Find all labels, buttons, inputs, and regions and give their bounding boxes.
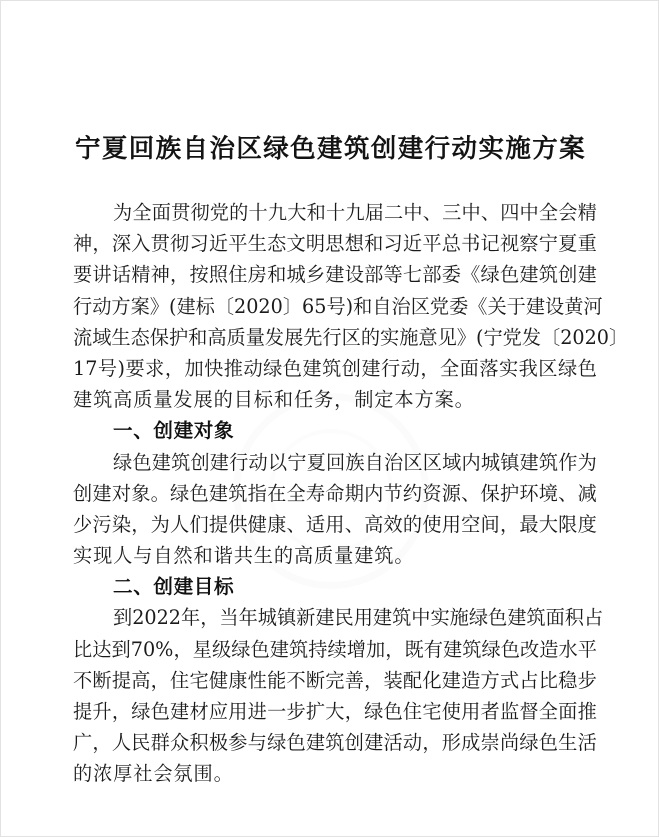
paragraph-line: 为 全 面 贯 彻 党 的 十 九 大 和 十 九 届 二 中 、 三 中 、 四 中 全 会 精 xyxy=(113,201,597,224)
paragraph-line: 绿 色 建 筑 创 建 行 动 以 宁 夏 回 族 自 治 区 区 域 内 城 镇 建 筑 作 为 xyxy=(113,450,597,474)
paragraph-line: 的浓厚社会氛围。 xyxy=(73,762,234,786)
paragraph-line: 建筑高质量发展的目标和任务，制定本方案。 xyxy=(73,388,475,412)
section-heading-1: 一、创建对象 xyxy=(113,419,235,443)
paragraph-line: 少 污 染 ， 为 人 们 提 供 健 康 、 适 用 、 高 效 的 使 用 空 间 ， 最 大 限 度 xyxy=(73,512,597,536)
section-heading-2: 二、创建目标 xyxy=(113,575,235,599)
document-body xyxy=(73,197,629,790)
paragraph-line: 神 ， 深 入 贯 彻 习 近 平 生 态 文 明 思 想 和 习 近 平 总 书 记 视 察 宁 夏 重 xyxy=(73,232,597,256)
paragraph-line: 要 讲 话 精 神 ， 按 照 住 房 和 城 乡 建 设 部 等 七 部 委 《 绿 色 建 筑 创 建 xyxy=(73,263,597,287)
paragraph-line: 广 ， 人 民 群 众 积 极 参 与 绿 色 建 筑 创 建 活 动 ， 形 成 崇 尚 绿 色 生 活 xyxy=(73,731,597,755)
paragraph-line: 17 号 ) 要 求 ， 加 快 推 动 绿 色 建 筑 创 建 行 动 ， 全 面 落 实 我 区 绿 色 xyxy=(73,356,597,380)
paragraph-line: 比 达 到 70% ， 星 级 绿 色 建 筑 持 续 增 加 ， 既 有 建 筑 绿 色 改 造 水 平 xyxy=(73,637,597,661)
paragraph-line: 流 域 生 态 保 护 和 高 质 量 发 展 先 行 区 的 实 施 意 见 》 ( 宁 党 发 〔 2020 〕 xyxy=(73,325,629,349)
paragraph-line: 到 2022 年 ， 当 年 城 镇 新 建 民 用 建 筑 中 实 施 绿 色 建 筑 面 积 占 xyxy=(113,606,604,630)
paragraph-line: 实现人与自然和谐共生的高质量建筑。 xyxy=(73,544,415,568)
paragraph-line: 行 动 方 案 》 ( 建 标 〔 2020 〕 65 号 ) 和 自 治 区 党 委 《 关 于 建 设 黄 河 xyxy=(73,294,603,318)
document-title: 宁夏回族自治区绿色建筑创建行动实施方案 xyxy=(74,134,587,164)
paragraph-line: 不 断 提 高 ， 住 宅 健 康 性 能 不 断 完 善 ， 装 配 化 建 造 方 式 占 比 稳 步 xyxy=(73,668,597,692)
paragraph-line: 提 升 ， 绿 色 建 材 应 用 进 一 步 扩 大 ， 绿 色 住 宅 使 用 者 监 督 全 面 推 xyxy=(73,700,597,723)
paragraph-line: 创 建 对 象 。 绿 色 建 筑 指 在 全 寿 命 期 内 节 约 资 源 、 保 护 环 境 、 减 xyxy=(73,481,597,505)
